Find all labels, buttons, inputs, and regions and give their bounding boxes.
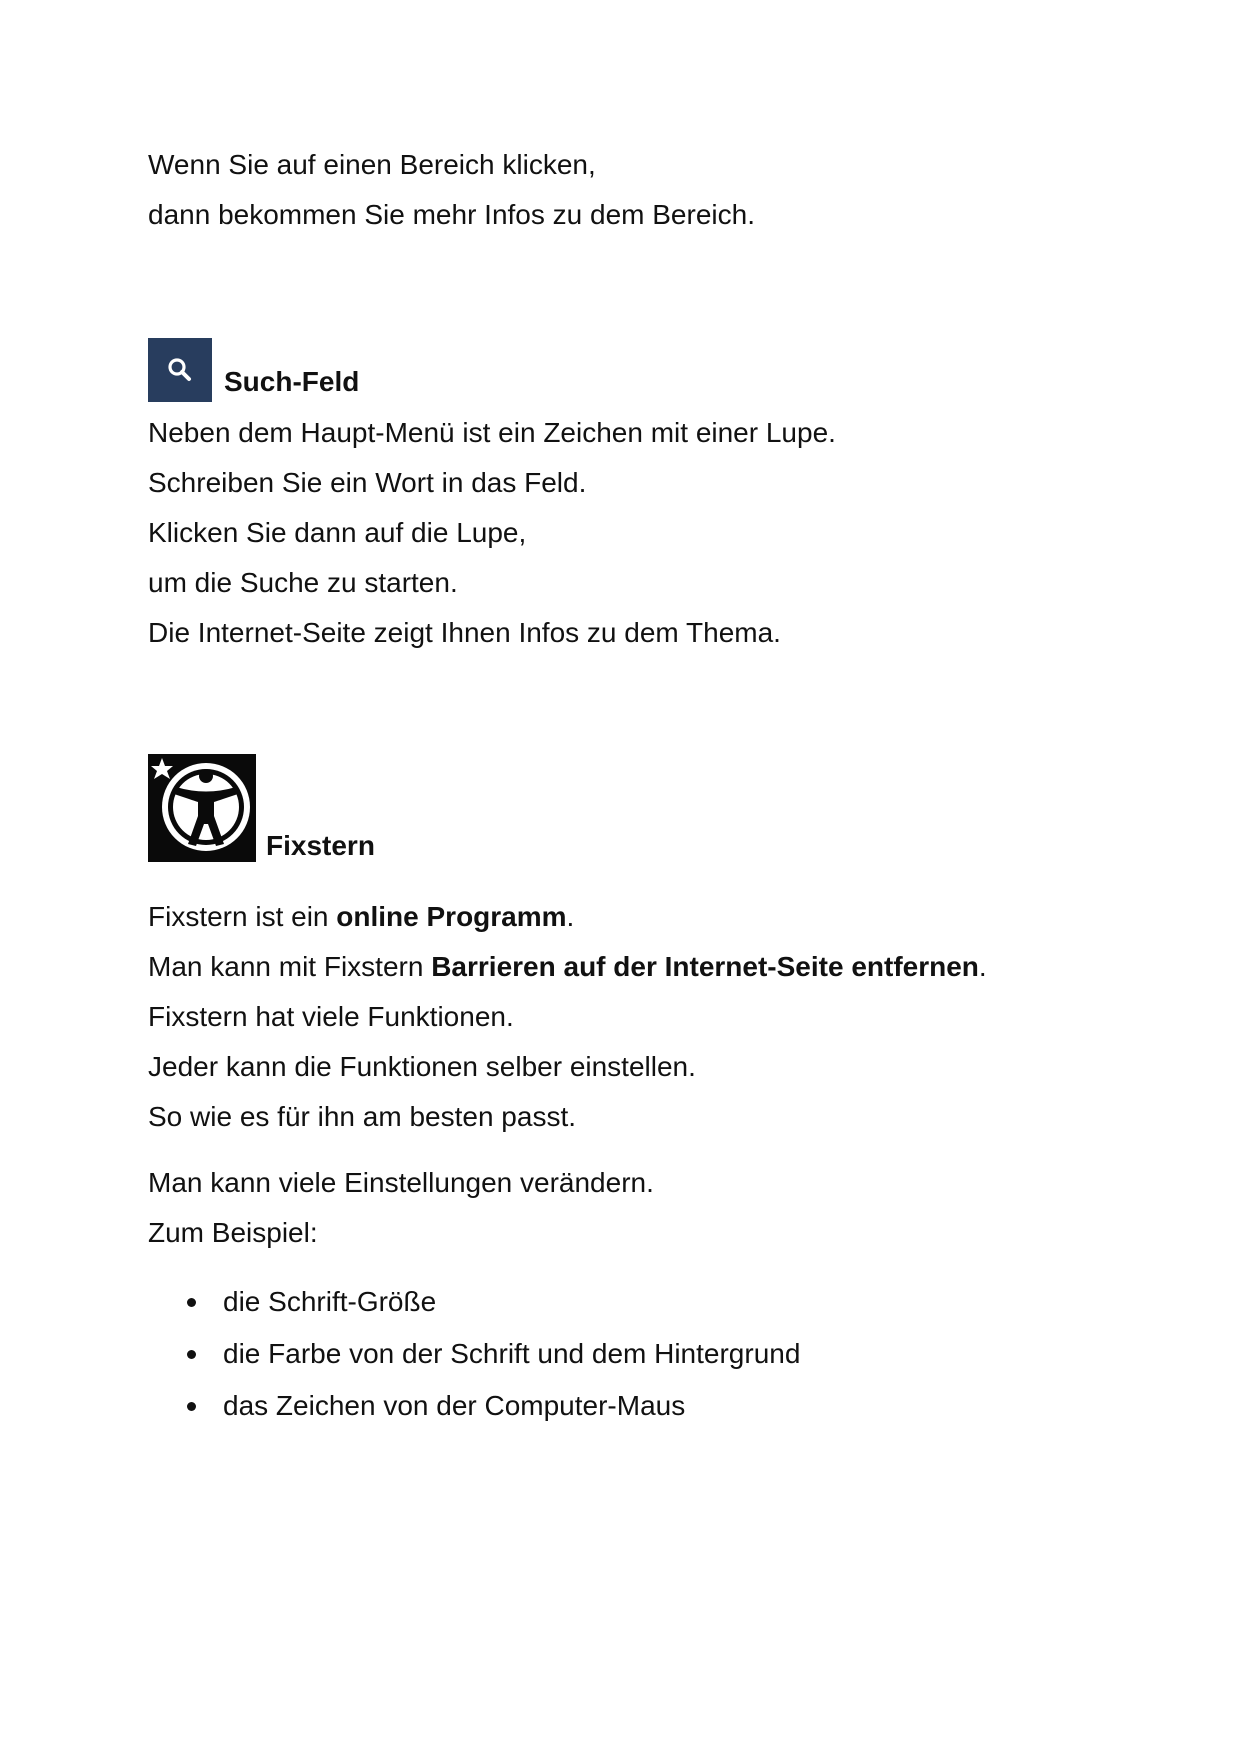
intro-paragraph xyxy=(148,140,1108,240)
fixstern-line-text: Man kann mit Fixstern xyxy=(148,951,432,982)
fixstern-section-title: Fixstern xyxy=(266,830,375,861)
fixstern-section-heading xyxy=(148,754,1108,862)
fixstern-line-text: . xyxy=(978,951,987,982)
settings-line: Zum Beispiel: xyxy=(148,1217,318,1248)
list-item-text: die Farbe von der Schrift und dem Hintergrund xyxy=(223,1338,801,1369)
list-item xyxy=(148,1276,1108,1328)
fixstern-line-text: Fixstern ist ein xyxy=(148,901,337,932)
search-line: Klicken Sie dann auf die Lupe, xyxy=(148,517,527,548)
list-item-text: das Zeichen von der Computer-Maus xyxy=(223,1390,686,1421)
search-section-title: Such-Feld xyxy=(224,366,360,397)
accessibility-icon xyxy=(148,754,256,862)
list-item xyxy=(148,1328,1108,1380)
list-item xyxy=(148,1380,1108,1432)
fixstern-line-bold: Barrieren auf der Internet-Seite entfernen xyxy=(431,951,979,982)
search-section-body xyxy=(148,408,1108,658)
list-item-text: die Schrift-Größe xyxy=(223,1286,437,1317)
settings-bullet-list xyxy=(148,1276,1108,1432)
search-line: Neben dem Haupt-Menü ist ein Zeichen mit einer Lupe. xyxy=(148,417,836,448)
settings-line: Man kann viele Einstellungen verändern. xyxy=(148,1167,654,1198)
fixstern-section-body xyxy=(148,892,1108,1142)
fixstern-line: Fixstern hat viele Funktionen. xyxy=(148,1001,514,1032)
intro-line: dann bekommen Sie mehr Infos zu dem Bereich. xyxy=(148,199,755,230)
fixstern-line xyxy=(148,942,1108,992)
fixstern-line-text: . xyxy=(566,901,575,932)
fixstern-line-bold: online Programm xyxy=(336,901,567,932)
intro-line: Wenn Sie auf einen Bereich klicken, xyxy=(148,149,596,180)
bullet-icon xyxy=(187,1402,196,1411)
search-section-heading xyxy=(148,338,1108,402)
bullet-icon xyxy=(187,1350,196,1359)
search-line: Schreiben Sie ein Wort in das Feld. xyxy=(148,467,587,498)
fixstern-line: Jeder kann die Funktionen selber einstellen. xyxy=(148,1051,696,1082)
fixstern-line: So wie es für ihn am besten passt. xyxy=(148,1101,576,1132)
search-icon xyxy=(148,338,212,402)
document-content xyxy=(148,140,1108,1432)
fixstern-line xyxy=(148,892,1108,942)
bullet-icon xyxy=(187,1298,196,1307)
search-line: Die Internet-Seite zeigt Ihnen Infos zu dem Thema. xyxy=(148,617,781,648)
settings-paragraph xyxy=(148,1158,1108,1258)
search-line: um die Suche zu starten. xyxy=(148,567,458,598)
